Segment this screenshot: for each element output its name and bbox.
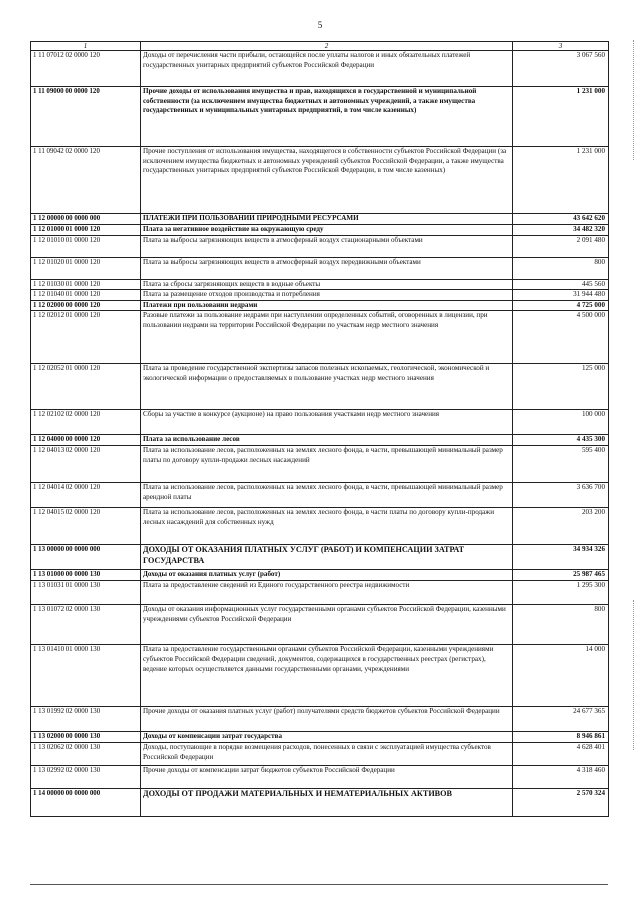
row-code: 1 12 04014 02 0000 120 — [31, 483, 141, 508]
table-row — [31, 51, 609, 87]
row-code: 1 11 07012 02 0000 120 — [31, 51, 141, 87]
row-amount: 4 500 000 — [513, 311, 609, 364]
table-row — [31, 214, 609, 225]
row-amount: 43 642 620 — [513, 214, 609, 225]
table-row — [31, 483, 609, 508]
table-row — [31, 225, 609, 236]
header-col-1: 1 — [31, 42, 141, 51]
row-code: 1 12 04000 00 0000 120 — [31, 435, 141, 446]
row-name: Прочие доходы от оказания платных услуг (работ) получателями средств бюджетов субъектов Российской Федерации — [141, 707, 513, 732]
row-code: 1 14 00000 00 0000 000 — [31, 788, 141, 816]
table-row — [31, 581, 609, 605]
header-row — [31, 42, 609, 51]
row-name: Плата за выбросы загрязняющих веществ в атмосферный воздух стационарными объектами — [141, 235, 513, 257]
row-name: Плата за предоставление государственными органами субъектов Российской Федерации, казенными учреждениями субъектов Российской Федерации сведений, документов, содержащихся в государственных реестрах (регистрах), ведение которых осуществляется данными государственными органами, учреждениями — [141, 645, 513, 707]
row-amount: 8 946 861 — [513, 732, 609, 743]
row-amount: 4 628 401 — [513, 742, 609, 765]
row-name: ДОХОДЫ ОТ ОКАЗАНИЯ ПЛАТНЫХ УСЛУГ (РАБОТ) И КОМПЕНСАЦИИ ЗАТРАТ ГОСУДАРСТВА — [141, 545, 513, 570]
row-name: Прочие доходы от использования имущества и прав, находящихся в государственной и муниципальной собственности (за исключением имущества бюджетных и автономных учреждений, а также имущества государственных и муниципальных унитарных предприятий, в том числе казенных) — [141, 87, 513, 147]
row-name: Плата за использование лесов, расположенных на землях лесного фонда, в части, превышающей минимальный размер арендной платы — [141, 483, 513, 508]
table-row — [31, 147, 609, 214]
scan-edge-mark — [633, 600, 637, 750]
row-code: 1 12 04015 02 0000 120 — [31, 508, 141, 545]
row-name: Платежи при пользовании недрами — [141, 300, 513, 311]
row-code: 1 13 01000 00 0000 130 — [31, 570, 141, 581]
row-name: Доходы от оказания информационных услуг государственными органами субъектов Российской Федерации, казенными учреждениями субъектов Российской Федерации — [141, 605, 513, 645]
table-row — [31, 279, 609, 290]
row-name: Прочие поступления от использования имущества, находящегося в собственности субъектов Российской Федерации (за исключением имущества бюджетных и автономных учреждений субъектов Российской Федерации, а также имущества государственных унитарных предприятий субъектов Российской Федерации, в том числе казенных) — [141, 147, 513, 214]
row-name: Доходы, поступающие в порядке возмещения расходов, понесенных в связи с эксплуатацией имущества субъектов Российской Федерации — [141, 742, 513, 765]
row-code: 1 12 01000 01 0000 120 — [31, 225, 141, 236]
row-code: 1 13 00000 00 0000 000 — [31, 545, 141, 570]
row-amount: 34 482 320 — [513, 225, 609, 236]
row-name: Сборы за участие в конкурсе (аукционе) на право пользования участками недр местного значения — [141, 410, 513, 435]
row-amount: 1 295 300 — [513, 581, 609, 605]
row-name: Плата за выбросы загрязняющих веществ в атмосферный воздух передвижными объектами — [141, 257, 513, 279]
table-row — [31, 300, 609, 311]
table-row — [31, 435, 609, 446]
row-name: Плата за проведение государственной экспертизы запасов полезных ископаемых, геологической, экономической и экологической информации о предоставляемых в пользование участках недр местного значения — [141, 364, 513, 410]
table-row — [31, 570, 609, 581]
row-name: Доходы от перечисления части прибыли, остающейся после уплаты налогов и иных обязательных платежей государственных унитарных предприятий субъектов Российской Федерации — [141, 51, 513, 87]
table-row — [31, 605, 609, 645]
row-name: Плата за использование лесов — [141, 435, 513, 446]
row-code: 1 13 02000 00 0000 130 — [31, 732, 141, 743]
row-amount: 800 — [513, 257, 609, 279]
row-name: Плата за использование лесов, расположенных на землях лесного фонда, в части платы по договору купли-продажи лесных насаждений для собственных нужд — [141, 508, 513, 545]
row-code: 1 11 09000 00 0000 120 — [31, 87, 141, 147]
table-row — [31, 742, 609, 765]
row-amount: 100 000 — [513, 410, 609, 435]
table-row — [31, 235, 609, 257]
row-amount: 125 000 — [513, 364, 609, 410]
row-amount: 24 677 365 — [513, 707, 609, 732]
row-code: 1 13 02062 02 0000 130 — [31, 742, 141, 765]
row-code: 1 13 01410 01 0000 130 — [31, 645, 141, 707]
row-amount: 595 400 — [513, 446, 609, 483]
row-name: Плата за размещение отходов производства и потребления — [141, 290, 513, 301]
row-amount: 3 067 560 — [513, 51, 609, 87]
row-amount: 1 231 000 — [513, 147, 609, 214]
revenue-table — [30, 41, 609, 817]
scan-edge-mark — [633, 40, 637, 160]
table-row — [31, 508, 609, 545]
row-amount: 14 000 — [513, 645, 609, 707]
row-code: 1 12 01010 01 0000 120 — [31, 235, 141, 257]
row-name: Доходы от компенсации затрат государства — [141, 732, 513, 743]
table-row — [31, 410, 609, 435]
table-row — [31, 257, 609, 279]
table-row — [31, 765, 609, 788]
row-code: 1 13 02992 02 0000 130 — [31, 765, 141, 788]
table-row — [31, 707, 609, 732]
row-code: 1 13 01072 02 0000 130 — [31, 605, 141, 645]
row-amount: 2 091 480 — [513, 235, 609, 257]
row-code: 1 11 09042 02 0000 120 — [31, 147, 141, 214]
row-amount: 4 318 460 — [513, 765, 609, 788]
table-row — [31, 545, 609, 570]
row-code: 1 12 02000 00 0000 120 — [31, 300, 141, 311]
table-row — [31, 290, 609, 301]
table-row — [31, 446, 609, 483]
page-number: 5 — [317, 20, 323, 30]
row-code: 1 12 02102 02 0000 120 — [31, 410, 141, 435]
row-amount: 445 560 — [513, 279, 609, 290]
row-amount: 4 435 300 — [513, 435, 609, 446]
table-row — [31, 364, 609, 410]
row-code: 1 12 02052 01 0000 120 — [31, 364, 141, 410]
row-name: Прочие доходы от компенсации затрат бюджетов субъектов Российской Федерации — [141, 765, 513, 788]
row-name: Доходы от оказания платных услуг (работ) — [141, 570, 513, 581]
table-row — [31, 311, 609, 364]
header-col-3: 3 — [513, 42, 609, 51]
row-amount: 4 725 000 — [513, 300, 609, 311]
row-amount: 1 231 000 — [513, 87, 609, 147]
row-amount: 203 200 — [513, 508, 609, 545]
row-amount: 800 — [513, 605, 609, 645]
row-amount: 25 987 465 — [513, 570, 609, 581]
table-row — [31, 732, 609, 743]
row-code: 1 13 01992 02 0000 130 — [31, 707, 141, 732]
row-amount: 2 570 324 — [513, 788, 609, 816]
row-name: ДОХОДЫ ОТ ПРОДАЖИ МАТЕРИАЛЬНЫХ И НЕМАТЕРИАЛЬНЫХ АКТИВОВ — [141, 788, 513, 816]
row-name: Плата за сбросы загрязняющих веществ в водные объекты — [141, 279, 513, 290]
table-row — [31, 87, 609, 147]
row-name: Плата за предоставление сведений из Единого государственного реестра недвижимости — [141, 581, 513, 605]
row-code: 1 12 01040 01 0000 120 — [31, 290, 141, 301]
bottom-rule — [30, 884, 608, 885]
row-name: Разовые платежи за пользование недрами при наступлении определенных событий, оговоренных в лицензии, при пользовании недрами на территории Российской Федерации по участкам недр местного значения — [141, 311, 513, 364]
row-code: 1 12 00000 00 0000 000 — [31, 214, 141, 225]
table-row — [31, 645, 609, 707]
row-code: 1 12 02012 01 0000 120 — [31, 311, 141, 364]
table-row — [31, 788, 609, 816]
row-name: Плата за негативное воздействие на окружающую среду — [141, 225, 513, 236]
header-col-2: 2 — [141, 42, 513, 51]
row-code: 1 12 04013 02 0000 120 — [31, 446, 141, 483]
row-name: Плата за использование лесов, расположенных на землях лесного фонда, в части, превышающей минимальный размер платы по договору купли-продажи лесных насаждений — [141, 446, 513, 483]
row-name: ПЛАТЕЖИ ПРИ ПОЛЬЗОВАНИИ ПРИРОДНЫМИ РЕСУРСАМИ — [141, 214, 513, 225]
row-amount: 3 636 700 — [513, 483, 609, 508]
row-code: 1 13 01031 01 0000 130 — [31, 581, 141, 605]
row-amount: 31 944 480 — [513, 290, 609, 301]
row-code: 1 12 01030 01 0000 120 — [31, 279, 141, 290]
row-code: 1 12 01020 01 0000 120 — [31, 257, 141, 279]
row-amount: 34 934 326 — [513, 545, 609, 570]
